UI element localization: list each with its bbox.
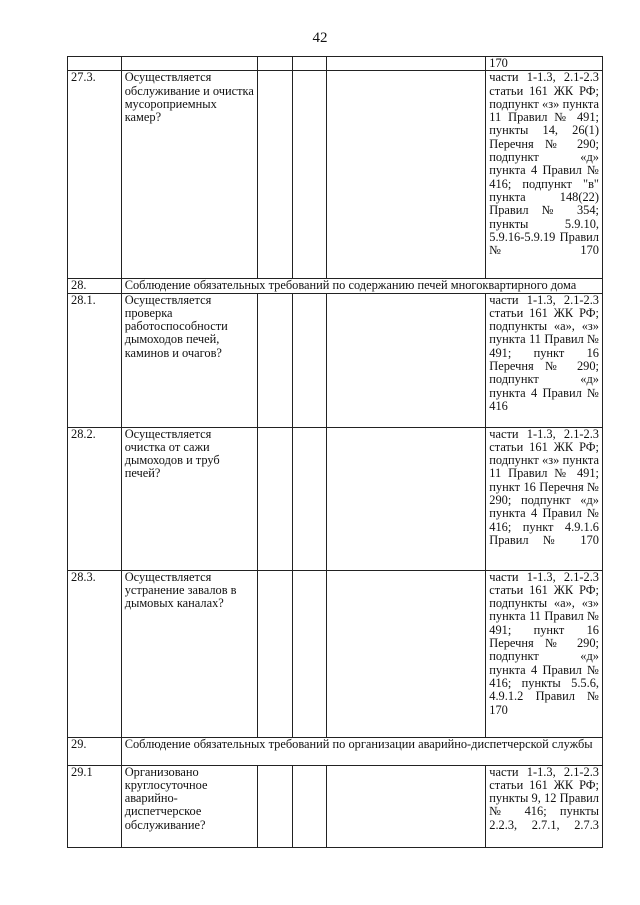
row-number xyxy=(68,293,122,427)
answer-no-cell xyxy=(293,71,327,279)
answer-yes-cell xyxy=(258,293,293,427)
answer-no-cell xyxy=(293,765,327,847)
answer-no-cell xyxy=(293,427,327,570)
answer-yes-cell xyxy=(258,71,293,279)
notes-cell xyxy=(327,71,486,279)
reference-cell xyxy=(486,765,603,847)
reference-cell xyxy=(486,71,603,279)
row-number-text: 28. xyxy=(71,278,87,293)
notes-cell xyxy=(327,765,486,847)
question-cell xyxy=(121,293,257,427)
row-number-text: 28.3. xyxy=(71,569,96,584)
answer-no-cell xyxy=(293,293,327,427)
reference-cell xyxy=(486,570,603,737)
section-title xyxy=(121,279,602,293)
question-cell xyxy=(121,765,257,847)
row-number-text: 28.1. xyxy=(71,292,96,307)
question-cell xyxy=(121,570,257,737)
row-number-text: 27.3. xyxy=(71,70,96,85)
answer-yes-cell xyxy=(258,57,293,71)
row-number-text: 28.2. xyxy=(71,426,96,441)
reference-cell-text: части 1-1.3, 2.1-2.3 статьи 161 ЖК РФ; пункты 9, 12 Правил № 416; пункты 2.2.3, 2.7.1, 2.7.3 xyxy=(489,764,599,832)
answer-no-cell xyxy=(293,57,327,71)
question-cell xyxy=(121,427,257,570)
reference-cell xyxy=(486,427,603,570)
reference-cell xyxy=(486,57,603,71)
table-row xyxy=(68,71,603,279)
checklist-table xyxy=(67,56,603,848)
row-number xyxy=(68,427,122,570)
reference-cell-text: части 1-1.3, 2.1-2.3 статьи 161 ЖК РФ; подпункт «з» пункта 11 Правил № 491; пункт 16 Перечня № 290; подпункт «д» пункта 4 Правил № 416; пункт 4.9.1.6 Правил № 170 xyxy=(489,426,599,547)
reference-cell-text: части 1-1.3, 2.1-2.3 статьи 161 ЖК РФ; подпункты «а», «з» пункта 11 Правил № 491; пункт 16 Перечня № 290; подпункт «д» пункта 4 Правил № 416 xyxy=(489,292,599,413)
section-row xyxy=(68,279,603,293)
notes-cell xyxy=(327,293,486,427)
reference-cell-text: части 1-1.3, 2.1-2.3 статьи 161 ЖК РФ; подпункты «а», «з» пункта 11 Правил № 491; пункт 16 Перечня № 290; подпункт «д» пункта 4 Правил № 416; пункты 5.5.6, 4.9.1.2 Правил № 170 xyxy=(489,569,599,717)
table-row xyxy=(68,570,603,737)
row-number xyxy=(68,279,122,293)
table-row xyxy=(68,57,603,71)
reference-cell xyxy=(486,293,603,427)
section-title xyxy=(121,737,602,765)
table-body xyxy=(68,57,603,848)
row-number-text: 29. xyxy=(71,736,87,751)
notes-cell xyxy=(327,427,486,570)
reference-cell-text: части 1-1.3, 2.1-2.3 статьи 161 ЖК РФ; подпункт «з» пункта 11 Правил № 491; пункты 14, 26(1) Перечня № 290; подпункт «д» пункта 4 Правил № 416; подпункт "в" пункта 148(22) Правил № 354; пункты 5.9.10, 5.9.16-5.9.19 Правил № 170 xyxy=(489,70,599,258)
row-number xyxy=(68,57,122,71)
question-cell-text: Осуществляется обслуживание и очистка мусороприемных камер? xyxy=(124,70,254,125)
answer-yes-cell xyxy=(258,427,293,570)
answer-no-cell xyxy=(293,570,327,737)
question-cell-text: Осуществляется очистка от сажи дымоходов и труб печей? xyxy=(124,426,220,481)
question-cell xyxy=(121,57,257,71)
notes-cell xyxy=(327,57,486,71)
question-cell xyxy=(121,71,257,279)
notes-cell xyxy=(327,570,486,737)
question-cell-text: Осуществляется устранение завалов в дымовых каналах? xyxy=(124,569,237,611)
question-cell-text: Организовано круглосуточное аварийно-диспетчерское обслуживание? xyxy=(124,764,208,832)
row-number xyxy=(68,737,122,765)
row-number-text: 29.1 xyxy=(71,764,93,779)
row-number xyxy=(68,570,122,737)
section-row xyxy=(68,737,603,765)
section-title-text: Соблюдение обязательных требований по организации аварийно-диспетчерской службы xyxy=(124,736,593,751)
question-cell-text: Осуществляется проверка работоспособности дымоходов печей, каминов и очагов? xyxy=(124,292,228,360)
page-number: 42 xyxy=(312,30,328,46)
reference-cell-text: 170 xyxy=(489,56,508,70)
answer-yes-cell xyxy=(258,765,293,847)
row-number xyxy=(68,765,122,847)
table-row xyxy=(68,293,603,427)
table-row xyxy=(68,765,603,847)
answer-yes-cell xyxy=(258,570,293,737)
table-row xyxy=(68,427,603,570)
section-title-text: Соблюдение обязательных требований по содержанию печей многоквартирного дома xyxy=(124,278,577,293)
row-number xyxy=(68,71,122,279)
